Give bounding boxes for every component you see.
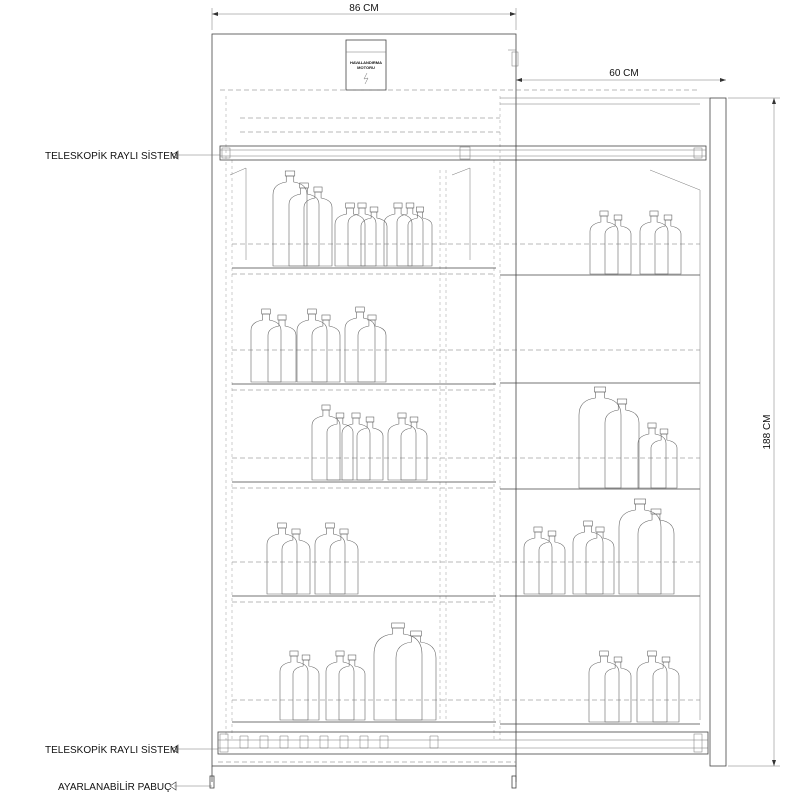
bottle-cap — [366, 417, 374, 422]
cabinet-side-panel — [500, 98, 726, 766]
bottle-cap — [300, 183, 309, 188]
bottle-cap — [650, 211, 658, 216]
callout-feet — [58, 780, 212, 793]
bottle-cap — [285, 171, 294, 176]
side-shelves — [230, 168, 700, 724]
ventilation-motor — [346, 40, 386, 90]
depth-dimension — [516, 68, 726, 82]
front-shelves — [232, 244, 700, 722]
bottle-outline — [401, 422, 427, 480]
bottle-outline — [335, 208, 365, 266]
bottle-outline — [589, 656, 619, 722]
bottle-cap — [594, 387, 605, 392]
bottle-outline — [348, 208, 376, 266]
bottle-cap — [322, 315, 330, 320]
bottle-outline — [653, 662, 679, 722]
bottle-cap — [600, 651, 609, 656]
bottle-cap — [348, 655, 356, 660]
label-top-telescopic-rail: TELESKOPİK RAYLI SİSTEM — [45, 151, 179, 162]
bottle-outline — [579, 392, 621, 488]
bottle-cap — [326, 523, 335, 528]
height-dimension-label: 188 CM — [762, 414, 773, 450]
bottle-outline — [638, 514, 674, 594]
bottle-outline — [388, 418, 416, 480]
motor-label-line2: MOTORU — [357, 65, 375, 70]
bottle-cap — [398, 413, 406, 418]
bottle-outline — [273, 176, 307, 266]
bottle-outline — [251, 314, 281, 382]
bottle-cap — [584, 521, 593, 526]
bottle-outline — [637, 656, 667, 722]
bottle-cap — [358, 203, 366, 208]
bottle-outline — [304, 192, 332, 266]
bottle-cap — [662, 657, 670, 662]
bottle-cap — [614, 657, 622, 662]
depth-dimension-label: 60 CM — [609, 68, 639, 79]
bottle-outline — [342, 418, 370, 480]
bottle-outline — [590, 216, 618, 274]
bottle-outline — [312, 410, 340, 480]
bottle-cap — [664, 215, 672, 220]
bottle-cap — [368, 315, 376, 320]
bottle-outline — [651, 434, 677, 488]
bottle-cap — [322, 405, 330, 410]
bottle-outline — [396, 636, 436, 720]
bottle-outline — [605, 662, 631, 722]
bottle-cap — [340, 529, 348, 534]
bottles-group — [251, 171, 681, 722]
bottle-outline — [605, 404, 639, 488]
bottle-cap — [617, 399, 626, 404]
height-dimension — [728, 98, 780, 766]
bottle-outline — [586, 532, 614, 594]
label-adjustable-feet: AYARLANABİLİR PABUÇ — [58, 782, 172, 793]
bottle-cap — [352, 413, 360, 418]
bottle-cap — [308, 309, 317, 314]
bottle-outline — [293, 660, 319, 720]
label-bottom-telescopic-rail: TELESKOPİK RAYLI SİSTEM — [45, 745, 179, 756]
bottle-cap — [648, 423, 656, 428]
bottle-cap — [410, 417, 418, 422]
bottle-cap — [292, 529, 300, 534]
bottle-cap — [648, 651, 657, 656]
bottle-cap — [336, 651, 344, 656]
bottle-cap — [346, 203, 355, 208]
bottle-outline — [282, 534, 310, 594]
bottle-cap — [548, 531, 556, 536]
bottle-cap — [262, 309, 271, 314]
bottle-outline — [312, 320, 340, 382]
motor-label-line1: HAVALANDIRMA — [349, 60, 383, 65]
bottle-outline — [280, 656, 308, 720]
callout-top-rail — [45, 149, 220, 162]
bottle-cap — [614, 215, 622, 220]
bottle-cap — [660, 429, 668, 434]
bottle-cap — [302, 655, 310, 660]
bottle-cap — [416, 207, 423, 212]
bottle-cap — [290, 651, 298, 656]
bottle-outline — [268, 320, 296, 382]
bottle-outline — [339, 660, 365, 720]
bottle-cap — [278, 315, 286, 320]
width-dimension-label: 86 CM — [349, 3, 379, 14]
bottle-outline — [374, 628, 422, 720]
bottle-outline — [524, 532, 552, 594]
upper-dashed-structure — [220, 90, 700, 740]
bottle-outline — [619, 504, 661, 594]
adjustable-feet — [210, 776, 516, 788]
bottle-outline — [397, 208, 423, 266]
bottle-cap — [651, 509, 661, 514]
bottle-cap — [411, 631, 422, 636]
bottle-cap — [392, 623, 405, 628]
bottle-cap — [336, 413, 344, 418]
bottle-outline — [345, 312, 375, 382]
bottle-outline — [408, 212, 432, 266]
bottle-cap — [596, 527, 604, 532]
top-telescopic-rail — [220, 146, 706, 160]
bottle-cap — [406, 203, 414, 208]
bottle-cap — [278, 523, 287, 528]
bottle-cap — [356, 307, 365, 312]
bottle-outline — [358, 320, 386, 382]
bottle-cap — [394, 203, 402, 208]
width-dimension — [212, 3, 516, 30]
bottle-outline — [330, 534, 358, 594]
bottle-cap — [600, 211, 608, 216]
bottle-cap — [370, 207, 378, 212]
bottom-telescopic-rail — [218, 732, 708, 762]
bottle-cap — [314, 187, 322, 192]
bottle-outline — [573, 526, 603, 594]
callout-bottom-rail — [45, 743, 218, 756]
bottle-outline — [640, 216, 668, 274]
bottle-outline — [326, 656, 354, 720]
bottle-cap — [534, 527, 542, 532]
bottle-cap — [634, 499, 645, 504]
